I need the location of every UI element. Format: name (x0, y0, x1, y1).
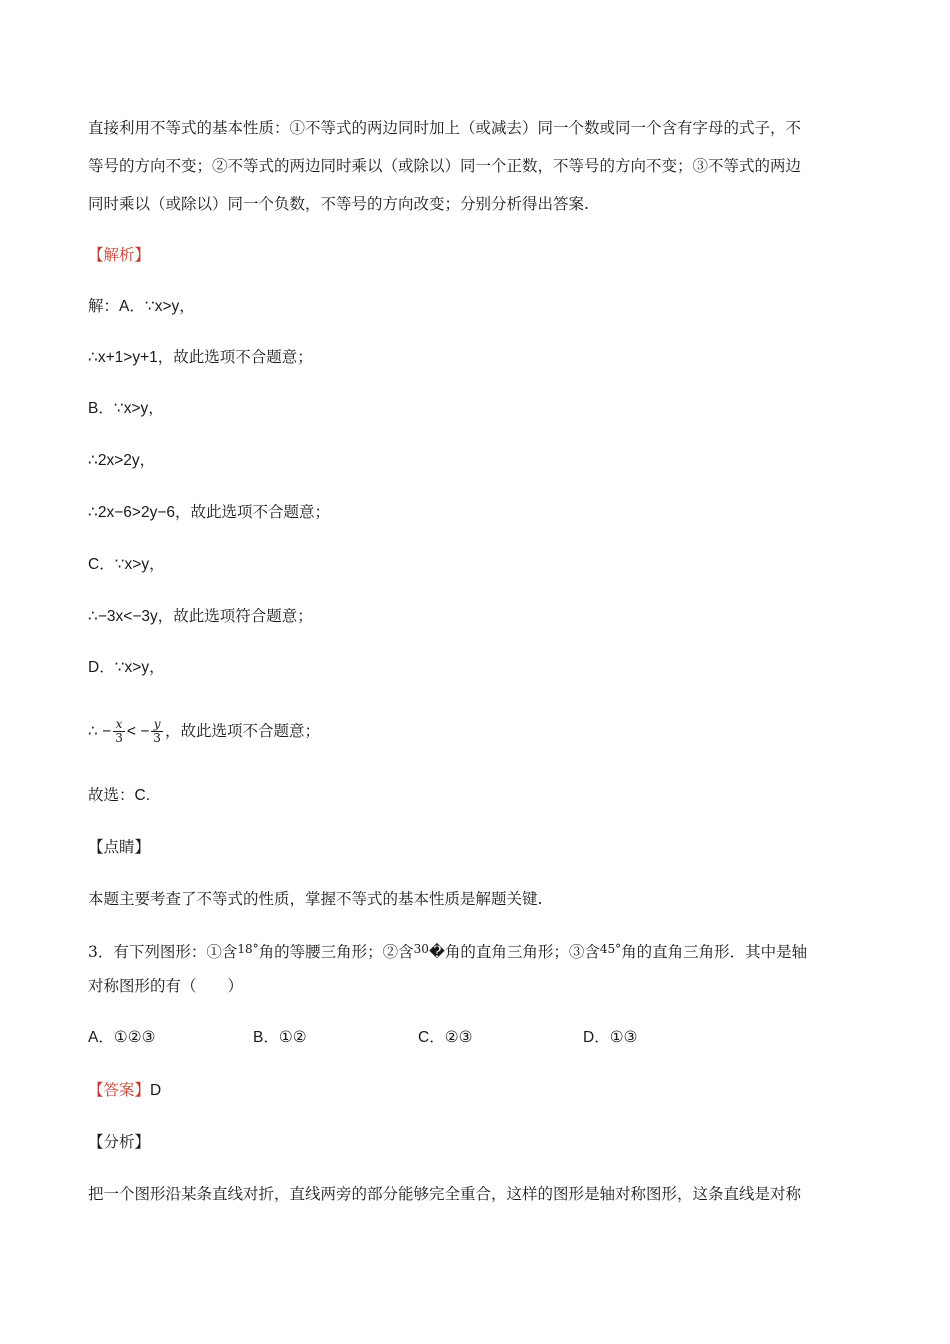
solution-c-premise: C．∵x>y， (88, 556, 165, 573)
option-c: C．②③ (418, 1029, 473, 1046)
answer-line (88, 1079, 161, 1102)
question-3-line-1: 3．有下列图形：①含$^{18^\circ}$角的等腰三角形；②含$^{30}$�角的直角三角形；③含$^{45^\circ}$角的直角三角形．其中是轴 (88, 942, 808, 961)
fraction-y-over-3: $\frac{y}{3}$ (153, 717, 161, 746)
fenxi-label: 【分析】 (88, 1133, 151, 1151)
option-d: D．①③ (583, 1029, 638, 1046)
option-b: B．①② (253, 1029, 307, 1046)
conclusion-suffix: ，故此选项不合题意； (164, 723, 320, 740)
solution-b-premise: B．∵x>y， (88, 400, 164, 417)
jiexi-label: 【解析】 (88, 246, 151, 264)
solution-d-premise: D．∵x>y， (88, 659, 165, 676)
degree-18: 18° (237, 942, 259, 956)
solution-d-conclusion (88, 712, 320, 752)
dianjing-label: 【点睛】 (88, 838, 151, 856)
less-than-minus: < − (126, 723, 150, 740)
intro-line-3: 同时乘以（或除以）同一个负数，不等号的方向改变；分别分析得出答案. (88, 195, 589, 213)
intro-line-1: 直接利用不等式的基本性质：①不等式的两边同时加上（或减去）同一个数或同一个含有字母的式子，不 (88, 119, 802, 137)
solution-c-conclusion: ∴−3x<−3y，故此选项符合题意； (88, 608, 313, 625)
solution-b-step: ∴2x>2y， (88, 452, 156, 469)
dianjing-text: 本题主要考查了不等式的性质，掌握不等式的基本性质是解题关键. (88, 890, 543, 908)
fraction-x-over-3: $\frac{x}{3}$ (115, 717, 123, 746)
degree-45: 45° (599, 942, 622, 956)
answer-value: D (150, 1082, 162, 1099)
intro-line-2: 等号的方向不变；②不等式的两边同时乘以（或除以）同一个正数，不等号的方向不变；③不等式的两边 (88, 157, 802, 175)
fenxi-text: 把一个图形沿某条直线对折，直线两旁的部分能够完全重合，这样的图形是轴对称图形，这条直线是对称 (88, 1185, 802, 1203)
choice-line: 故选：C. (88, 787, 151, 804)
degree-30: 30 (413, 942, 429, 956)
solution-a-premise: 解：A．∵x>y， (88, 298, 195, 315)
therefore-prefix: ∴ − (88, 723, 112, 740)
solution-b-conclusion: ∴2x−6>2y−6，故此选项不合题意； (88, 504, 330, 521)
question-3-line-2: 对称图形的有（ ） (88, 977, 244, 995)
option-a: A．①②③ (88, 1029, 156, 1046)
solution-a-conclusion: ∴x+1>y+1，故此选项不合题意； (88, 349, 313, 366)
answer-label: 【答案】 (88, 1081, 151, 1099)
